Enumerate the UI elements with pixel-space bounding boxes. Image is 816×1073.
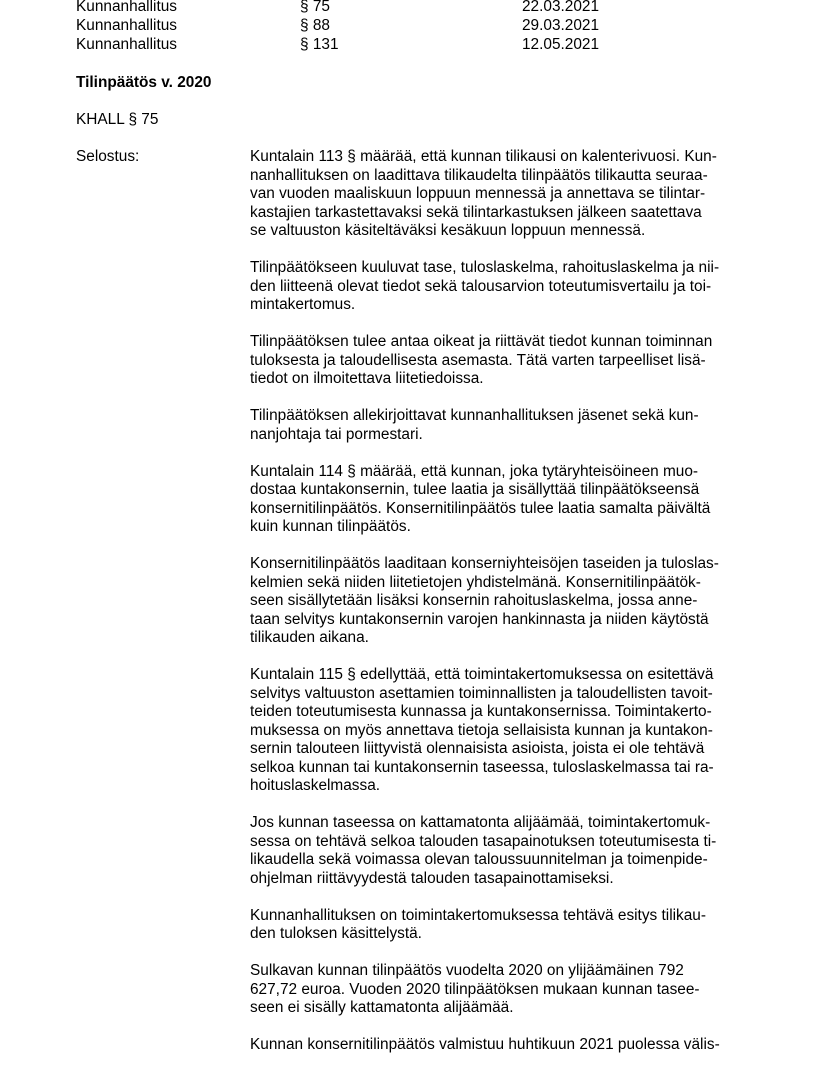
meeting-row <box>76 16 776 35</box>
paragraph-line: selkoa kunnan tai kuntakonsernin taseessa, tuloslaskelmassa tai ra- <box>250 758 714 776</box>
meeting-row <box>76 0 776 16</box>
paragraph-line: Kuntalain 115 § edellyttää, että toimintakertomuksessa on esitettävä <box>250 666 714 683</box>
paragraph-line: Tilinpäätökseen kuuluvat tase, tuloslaskelma, rahoituslaskelma ja nii- <box>250 259 720 276</box>
body-paragraph <box>250 148 750 241</box>
description-text <box>250 148 750 1073</box>
paragraph-line: Konsernitilinpäätös laaditaan konserniyhteisöjen taseiden ja tuloslas- <box>250 555 719 572</box>
paragraph-line: Jos kunnan taseessa on kattamatonta alijäämää, toimintakertomuk- <box>250 814 711 831</box>
paragraph-line: seen sisällytetään lisäksi konsernin rahoituslaskelma, jossa anne- <box>250 592 698 609</box>
body-paragraph <box>250 962 750 1018</box>
paragraph-line: selvitys valtuuston asettamien toiminnallisten ja taloudellisten tavoit- <box>250 684 713 702</box>
paragraph-line: seen ei sisälly kattamatonta alijäämää. <box>250 999 514 1016</box>
paragraph-line: Kuntalain 114 § määrää, että kunnan, joka tytäryhteisöineen muo- <box>250 462 699 480</box>
paragraph-line: van vuoden maaliskuun loppuun mennessä ja annettava se tilintar- <box>250 185 706 202</box>
body-paragraph <box>250 1036 750 1055</box>
paragraph-line: kelmien sekä niiden liitetietojen yhdistelmänä. Konsernitilinpäätök- <box>250 573 701 591</box>
document-title: Tilinpäätös v. 2020 <box>76 74 212 91</box>
meeting-section: § 88 <box>300 17 330 34</box>
paragraph-line: Sulkavan kunnan tilinpäätös vuodelta 2020 on ylijäämäinen 792 <box>250 962 684 979</box>
meeting-date: 29.03.2021 <box>522 17 600 34</box>
paragraph-line: nanjohtaja tai pormestari. <box>250 425 423 443</box>
paragraph-line: tuloksesta ja taloudellisesta asemasta. Tätä varten tarpeelliset lisä- <box>250 351 706 369</box>
meeting-date: 12.05.2021 <box>522 36 600 53</box>
paragraph-line: ohjelman riittävyydestä talouden tasapainottamiseksi. <box>250 869 614 887</box>
paragraph-line: den tuloksen käsittelystä. <box>250 925 422 942</box>
paragraph-line: likaudella sekä voimassa olevan taloussuunnitelman ja toimenpide- <box>250 851 708 868</box>
paragraph-line: sernin talouteen liittyvistä olennaisista asioista, joista ei ole tehtävä <box>250 740 705 757</box>
paragraph-line: mintakertomus. <box>250 296 356 313</box>
section-reference: KHALL § 75 <box>76 111 159 128</box>
body-paragraph <box>250 907 750 944</box>
paragraph-line: tilikauden aikana. <box>250 629 369 646</box>
meeting-body: Kunnanhallitus <box>76 17 177 34</box>
description-label: Selostus: <box>76 148 140 165</box>
paragraph-line: hoituslaskelmassa. <box>250 777 381 794</box>
paragraph-line: tiedot on ilmoitettava liitetiedoissa. <box>250 370 484 387</box>
paragraph-line: teiden toteutumisesta kunnassa ja kuntakonsernissa. Toimintakerto- <box>250 703 712 720</box>
meeting-history <box>76 0 776 54</box>
paragraph-line: Kunnanhallituksen on toimintakertomuksessa tehtävä esitys tilikau- <box>250 906 706 924</box>
meeting-section: § 75 <box>300 0 330 15</box>
meeting-body: Kunnanhallitus <box>76 0 177 15</box>
meeting-section: § 131 <box>300 36 339 53</box>
paragraph-line: dostaa kuntakonsernin, tulee laatia ja sisällyttää tilinpäätökseensä <box>250 481 700 498</box>
paragraph-line: Kunnan konsernitilinpäätös valmistuu huhtikuun 2021 puolessa välis- <box>250 1036 720 1053</box>
body-paragraph <box>250 555 750 648</box>
paragraph-line: kastajien tarkastettavaksi sekä tilintarkastuksen jälkeen saatettava <box>250 203 702 221</box>
paragraph-line: Tilinpäätöksen allekirjoittavat kunnanhallituksen jäsenet sekä kun- <box>250 407 699 424</box>
paragraph-line: muksessa on myös annettava tietoja sellaisista kunnan ja kuntakon- <box>250 721 713 739</box>
meeting-body: Kunnanhallitus <box>76 36 177 53</box>
paragraph-line: 627,72 euroa. Vuoden 2020 tilinpäätöksen mukaan kunnan tasee- <box>250 980 700 998</box>
paragraph-line: nanhallituksen on laadittava tilikaudelta tilinpäätös tilikautta seuraa- <box>250 166 708 184</box>
body-paragraph <box>250 259 750 315</box>
paragraph-line: taan selvitys kuntakonsernin varojen hankinnasta ja niiden käytöstä <box>250 610 709 628</box>
meeting-date: 22.03.2021 <box>522 0 600 15</box>
paragraph-line: Tilinpäätöksen tulee antaa oikeat ja riittävät tiedot kunnan toiminnan <box>250 333 713 350</box>
paragraph-line: kuin kunnan tilinpäätös. <box>250 518 411 535</box>
paragraph-line: sessa on tehtävä selkoa talouden tasapainotuksen toteutumisesta ti- <box>250 832 717 850</box>
meeting-row <box>76 35 776 54</box>
paragraph-line: den liitteenä olevat tiedot sekä talousarvion toteutumisvertailu ja toi- <box>250 277 712 295</box>
body-paragraph <box>250 463 750 537</box>
body-paragraph <box>250 814 750 888</box>
paragraph-line: se valtuuston käsiteltäväksi kesäkuun loppuun mennessä. <box>250 222 646 239</box>
body-paragraph <box>250 666 750 796</box>
body-paragraph <box>250 333 750 389</box>
paragraph-line: Kuntalain 113 § määrää, että kunnan tilikausi on kalenterivuosi. Kun- <box>250 148 717 165</box>
paragraph-line: konsernitilinpäätös. Konsernitilinpäätös tulee laatia samalta päivältä <box>250 499 711 517</box>
body-paragraph <box>250 407 750 444</box>
